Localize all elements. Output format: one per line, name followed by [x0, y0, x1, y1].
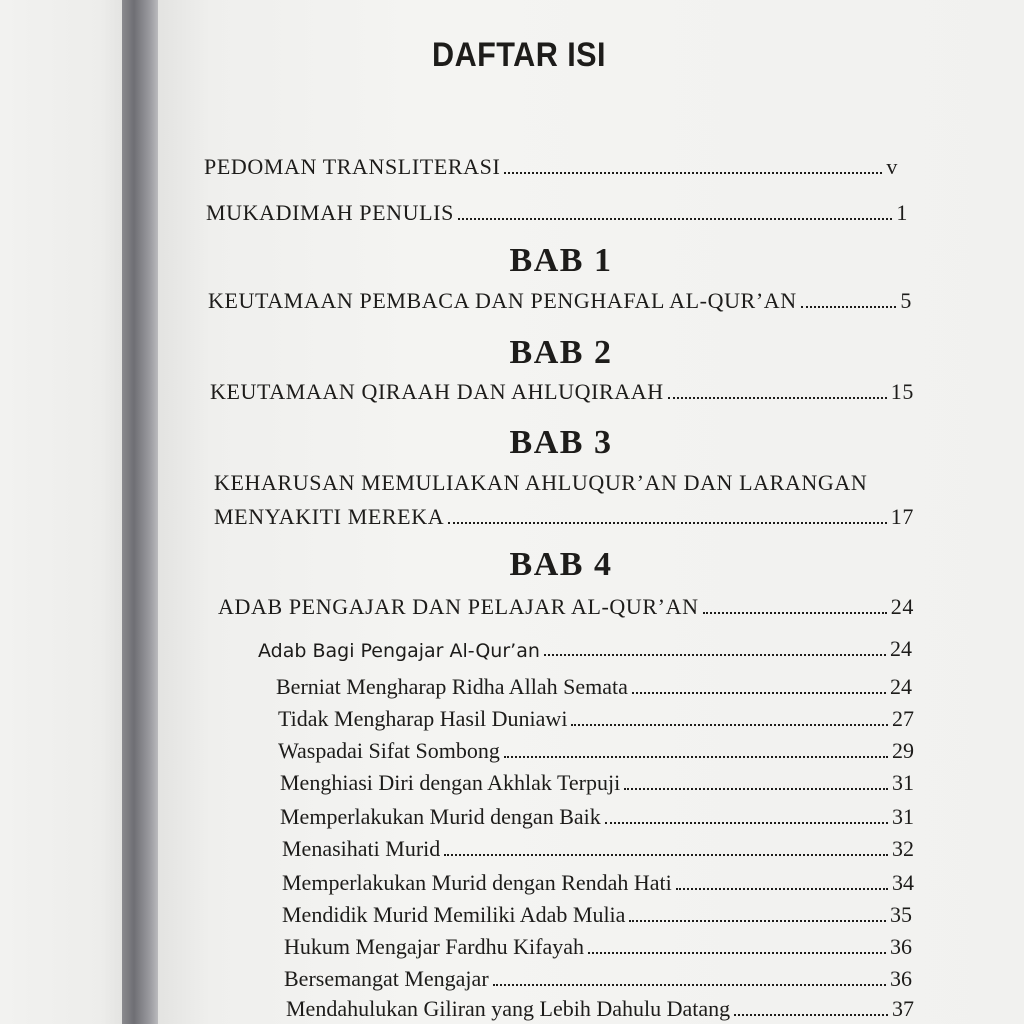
- toc-subsection[interactable]: [278, 738, 914, 764]
- toc-entry-label: Menasihati Murid: [282, 836, 441, 861]
- toc-section-adab-pengajar[interactable]: [258, 636, 912, 662]
- toc-entry-label: Tidak Mengharap Hasil Duniawi: [278, 706, 568, 731]
- toc-entry-label: KEUTAMAAN PEMBACA DAN PENGHAFAL AL-QUR’AN: [208, 288, 797, 313]
- toc-title: DAFTAR ISI: [432, 36, 606, 74]
- toc-entry-page: 1: [896, 200, 908, 225]
- toc-entry-label: Mendidik Murid Memiliki Adab Mulia: [282, 902, 626, 927]
- toc-entry-label: Berniat Mengharap Ridha Allah Semata: [276, 674, 628, 699]
- toc-subsection[interactable]: [280, 770, 914, 796]
- toc-entry-page: 35: [890, 902, 912, 927]
- toc-entry-page: 27: [892, 706, 914, 731]
- chapter-heading-bab-2: BAB 2: [509, 334, 613, 371]
- toc-entry-page: 36: [890, 966, 912, 991]
- toc-entry-label: Memperlakukan Murid dengan Rendah Hati: [282, 870, 672, 895]
- toc-subsection[interactable]: [284, 966, 912, 992]
- toc-entry-label: Bersemangat Mengajar: [284, 966, 489, 991]
- toc-entry-page: 5: [900, 288, 912, 313]
- toc-entry-label: Memperlakukan Murid dengan Baik: [280, 804, 601, 829]
- toc-entry-mukadimah[interactable]: [206, 200, 908, 226]
- toc-subsection[interactable]: [282, 870, 914, 896]
- leader-dots: [444, 854, 888, 856]
- leader-dots: [504, 756, 888, 758]
- leader-dots: [458, 218, 892, 220]
- toc-entry-bab-3[interactable]: [214, 504, 914, 530]
- leader-dots: [703, 612, 887, 614]
- toc-entry-label: ADAB PENGAJAR DAN PELAJAR AL-QUR’AN: [218, 594, 699, 619]
- toc-entry-label: MUKADIMAH PENULIS: [206, 200, 454, 225]
- leader-dots: [493, 984, 886, 986]
- leader-dots: [571, 724, 888, 726]
- toc-entry-page: 24: [890, 636, 912, 661]
- leader-dots: [544, 654, 886, 656]
- toc-entry-label: KEUTAMAAN QIRAAH DAN AHLUQIRAAH: [210, 379, 664, 404]
- toc-subsection[interactable]: [282, 902, 912, 928]
- toc-entry-bab-1[interactable]: [208, 288, 912, 314]
- toc-subsection[interactable]: [278, 706, 914, 732]
- book-spine: [122, 0, 162, 1024]
- toc-entry-page: 17: [890, 504, 914, 529]
- toc-entry-page: 34: [892, 870, 914, 895]
- toc-entry-page: 24: [890, 594, 914, 619]
- toc-entry-label: Waspadai Sifat Sombong: [278, 738, 500, 763]
- leader-dots: [632, 692, 886, 694]
- toc-subsection[interactable]: [282, 836, 914, 862]
- leader-dots: [448, 522, 887, 524]
- toc-entry-page: 31: [892, 770, 914, 795]
- toc-entry-label: Hukum Mengajar Fardhu Kifayah: [284, 934, 584, 959]
- leader-dots: [504, 172, 882, 174]
- toc-entry-page: v: [886, 154, 898, 179]
- toc-entry-label: MENYAKITI MEREKA: [214, 504, 445, 529]
- leader-dots: [734, 1014, 888, 1016]
- chapter-heading-bab-1: BAB 1: [509, 242, 613, 279]
- toc-entry-label: Menghiasi Diri dengan Akhlak Terpuji: [280, 770, 621, 795]
- toc-entry-page: 31: [892, 804, 914, 829]
- toc-subsection[interactable]: [284, 934, 912, 960]
- toc-entry-label: PEDOMAN TRANSLITERASI: [204, 154, 501, 179]
- toc-entry-bab-2[interactable]: [210, 379, 914, 405]
- toc-content: [158, 0, 1024, 1024]
- leader-dots: [668, 397, 887, 399]
- toc-entry-page: 32: [892, 836, 914, 861]
- facing-page: [0, 0, 126, 1024]
- toc-page: [158, 0, 1024, 1024]
- leader-dots: [588, 952, 886, 954]
- toc-entry-bab-4[interactable]: [218, 594, 914, 620]
- leader-dots: [629, 920, 886, 922]
- toc-entry-page: 36: [890, 934, 912, 959]
- toc-entry-label: Adab Bagi Pengajar Al-Qur’an: [258, 640, 540, 662]
- toc-entry-page: 29: [892, 738, 914, 763]
- leader-dots: [605, 822, 888, 824]
- toc-entry-label: Mendahulukan Giliran yang Lebih Dahulu Datang: [286, 996, 731, 1021]
- toc-subsection[interactable]: [280, 804, 914, 830]
- toc-entry-page: 24: [890, 674, 912, 699]
- toc-entry-page: 37: [892, 996, 914, 1021]
- toc-entry-page: 15: [890, 379, 914, 404]
- leader-dots: [624, 788, 888, 790]
- toc-subsection[interactable]: [286, 996, 914, 1022]
- leader-dots: [801, 306, 897, 308]
- toc-subsection[interactable]: [276, 674, 912, 700]
- toc-entry-transliterasi[interactable]: [204, 154, 898, 180]
- toc-entry-bab-3-line-1[interactable]: KEHARUSAN MEMULIAKAN AHLUQUR’AN DAN LARANGAN: [214, 470, 868, 495]
- leader-dots: [676, 888, 888, 890]
- chapter-heading-bab-3: BAB 3: [509, 424, 613, 461]
- chapter-heading-bab-4: BAB 4: [509, 546, 613, 583]
